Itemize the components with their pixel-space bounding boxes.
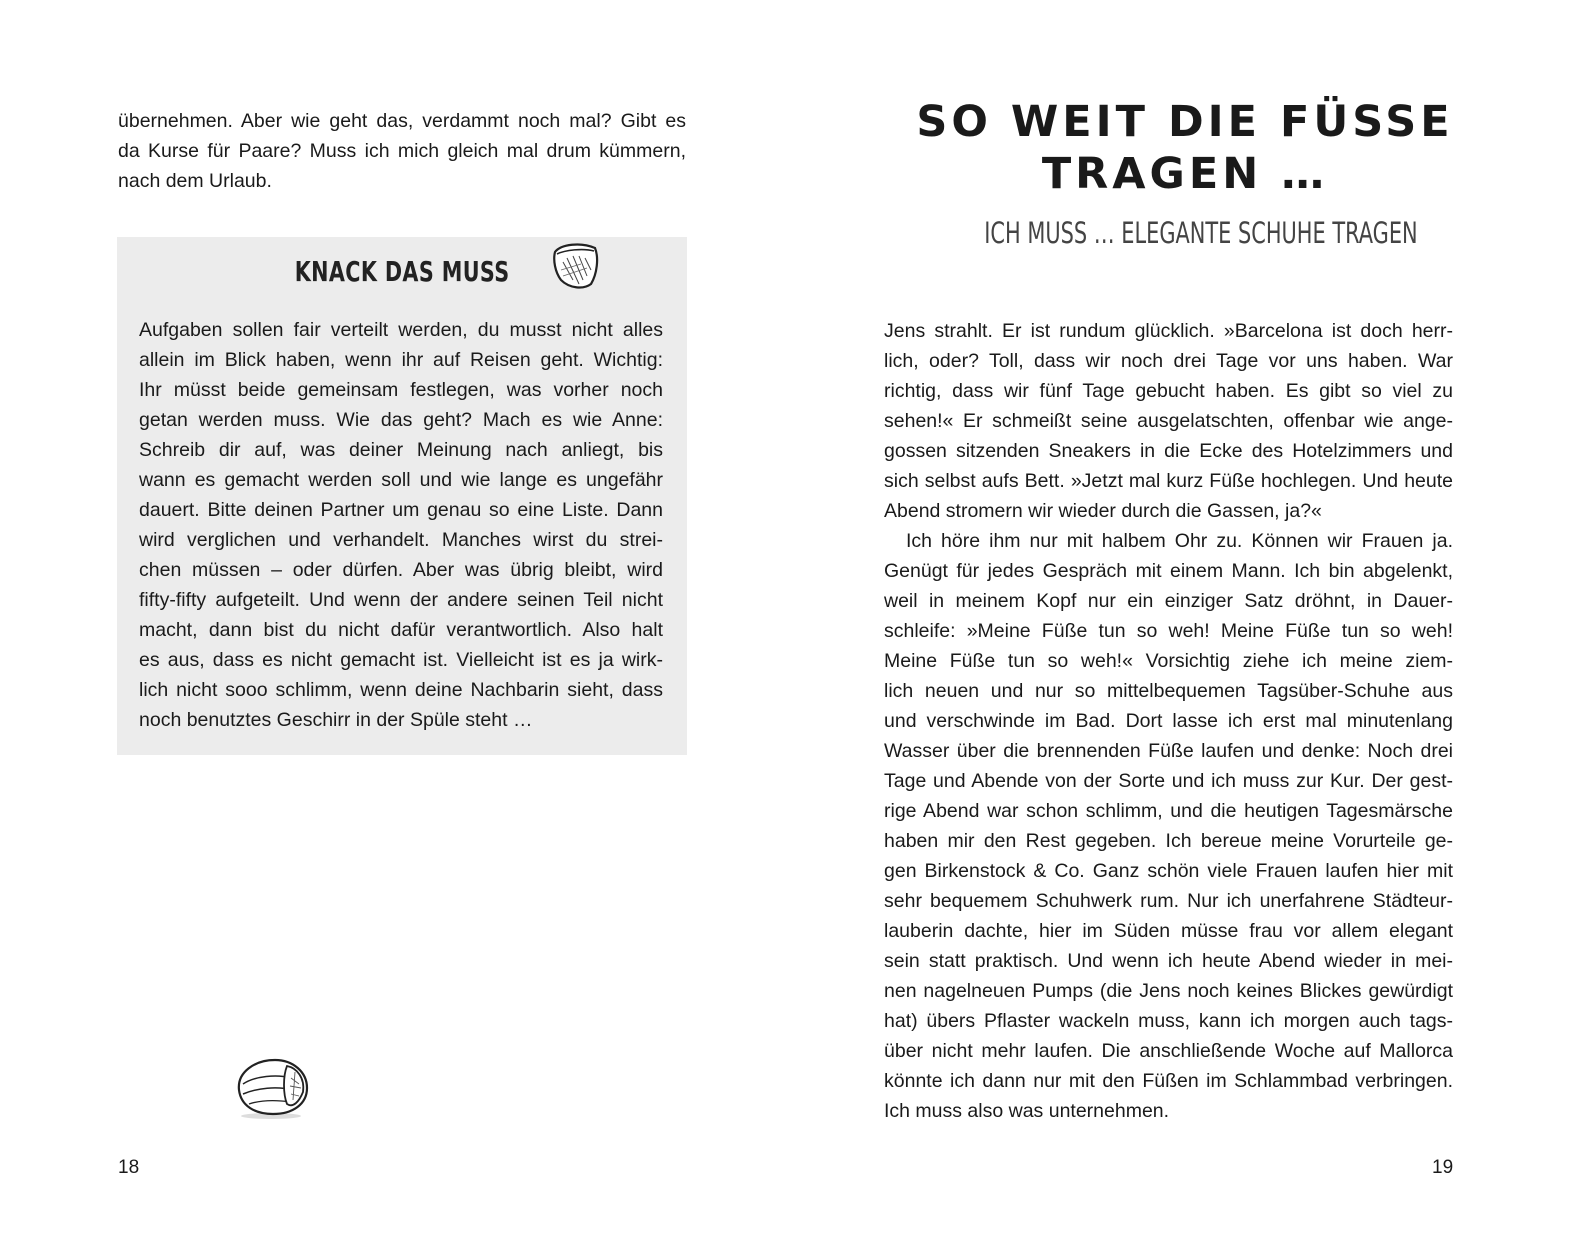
page-number: 19 xyxy=(1432,1157,1454,1178)
text-line: Abend stromern wir wieder durch die Gassen, ja?« xyxy=(884,500,1322,522)
text-line: weil in meinem Kopf nur ein einziger Satz dröhnt, in Dauer- xyxy=(884,590,1453,612)
text-line: sich selbst aufs Bett. »Jetzt mal kurz Füße hochlegen. Und heute xyxy=(884,470,1453,492)
text-line: über nicht mehr laufen. Die anschließende Woche auf Mallorca xyxy=(884,1040,1453,1062)
text-line: fifty-fifty aufgeteilt. Und wenn der andere seinen Teil nicht xyxy=(139,589,663,611)
chapter-subtitle: ICH MUSS … ELEGANTE SCHUHE TRAGEN xyxy=(984,216,1418,250)
hazelnut-shell-icon xyxy=(551,240,601,292)
text-line: Meine Füße tun so weh!« Vorsichtig ziehe ich meine ziem- xyxy=(884,650,1453,672)
hazelnut-icon xyxy=(233,1054,311,1120)
tip-box xyxy=(117,237,687,755)
tip-box-text xyxy=(139,315,663,735)
text-line: dauert. Bitte deinen Partner um genau so eine Liste. Dann xyxy=(139,499,663,521)
text-line: sein statt praktisch. Und wenn ich heute Abend wieder in mei- xyxy=(884,950,1453,972)
text-line: lich, oder? Toll, dass wir noch drei Tage vor uns haben. War xyxy=(884,350,1453,372)
text-line: noch benutztes Geschirr in der Spüle steht … xyxy=(139,709,533,731)
text-line: sehr bequemem Schuhwerk rum. Nur ich unerfahrene Städteur- xyxy=(884,890,1453,912)
intro-paragraph xyxy=(118,106,686,196)
page-number: 18 xyxy=(118,1157,140,1178)
text-line: lich nicht sooo schlimm, wenn deine Nachbarin sieht, dass xyxy=(139,679,663,701)
text-line: Ich muss also was unternehmen. xyxy=(884,1100,1170,1122)
text-line: wann es gemacht werden soll und wie lange es ungefähr xyxy=(139,469,663,491)
text-line: hat) übers Pflaster wackeln muss, kann ich morgen auch tags- xyxy=(884,1010,1453,1032)
text-line: Schreib dir auf, was deiner Meinung nach anliegt, bis xyxy=(139,439,663,461)
text-line: Tage und Abende von der Sorte und ich muss zur Kur. Der gest- xyxy=(884,770,1453,792)
text-line: getan werden muss. Wie das geht? Mach es wie Anne: xyxy=(139,409,663,431)
text-line: Ich höre ihm nur mit halbem Ohr zu. Können wir Frauen ja. xyxy=(906,530,1453,552)
text-line: gen Birkenstock & Co. Ganz schön viele Frauen laufen hier mit xyxy=(884,860,1453,882)
text-line: lich neuen und nur so mittelbequemen Tagsüber-Schuhe aus xyxy=(884,680,1453,702)
text-line: schleife: »Meine Füße tun so weh! Meine Füße tun so weh! xyxy=(884,620,1453,642)
text-line: chen müssen – oder dürfen. Aber was übrig bleibt, wird xyxy=(139,559,663,581)
chapter-title xyxy=(900,96,1470,200)
text-line: nach dem Urlaub. xyxy=(118,170,272,192)
text-line: macht, dann bist du nicht dafür verantwortlich. Also halt xyxy=(139,619,663,641)
subtitle-wrap xyxy=(900,216,1470,250)
text-line: Aufgaben sollen fair verteilt werden, du musst nicht alles xyxy=(139,319,663,341)
text-line: da Kurse für Paare? Muss ich mich gleich mal drum kümmern, xyxy=(118,140,686,162)
text-line: gossen sitzenden Sneakers in die Ecke des Hotelzimmers und xyxy=(884,440,1453,462)
text-line: rige Abend war schon schlimm, und die heutigen Tagesmärsche xyxy=(884,800,1453,822)
chapter-title-line: SO WEIT DIE FÜSSE xyxy=(916,97,1454,147)
text-line: Jens strahlt. Er ist rundum glücklich. »Barcelona ist doch herr- xyxy=(884,320,1453,342)
text-line: lauberin dachte, hier im Süden müsse frau vor allem elegant xyxy=(884,920,1453,942)
chapter-title-line: TRAGEN … xyxy=(1041,149,1329,199)
text-line: wird verglichen und verhandelt. Manches wirst du strei- xyxy=(139,529,663,551)
chapter-body xyxy=(884,316,1453,1126)
tip-box-title: KNACK DAS MUSS xyxy=(294,255,510,288)
text-line: Ihr müsst beide gemeinsam festlegen, was vorher noch xyxy=(139,379,663,401)
text-line: sehen!« Er schmeißt seine ausgelatschten, offenbar wie ange- xyxy=(884,410,1453,432)
text-line: Wasser über die brennenden Füße laufen und denke: Noch drei xyxy=(884,740,1453,762)
text-line: könnte ich dann nur mit den Füßen im Schlammbad verbringen. xyxy=(884,1070,1453,1092)
text-line: allein im Blick haben, wenn ihr auf Reisen geht. Wichtig: xyxy=(139,349,663,371)
tip-box-title-wrap xyxy=(117,255,687,288)
text-line: es aus, dass es nicht gemacht ist. Vielleicht ist es ja wirk- xyxy=(139,649,663,671)
text-line: übernehmen. Aber wie geht das, verdammt noch mal? Gibt es xyxy=(118,110,686,132)
text-line: und verschwinde im Bad. Dort lasse ich erst mal minutenlang xyxy=(884,710,1453,732)
text-line: nen nagelneuen Pumps (die Jens noch keines Blickes gewürdigt xyxy=(884,980,1453,1002)
text-line: Genügt für jedes Gespräch mit einem Mann. Ich bin abgelenkt, xyxy=(884,560,1453,582)
text-line: richtig, dass wir fünf Tage gebucht haben. Es gibt so viel zu xyxy=(884,380,1453,402)
text-line: haben mir den Rest gegeben. Ich bereue meine Vorurteile ge- xyxy=(884,830,1453,852)
